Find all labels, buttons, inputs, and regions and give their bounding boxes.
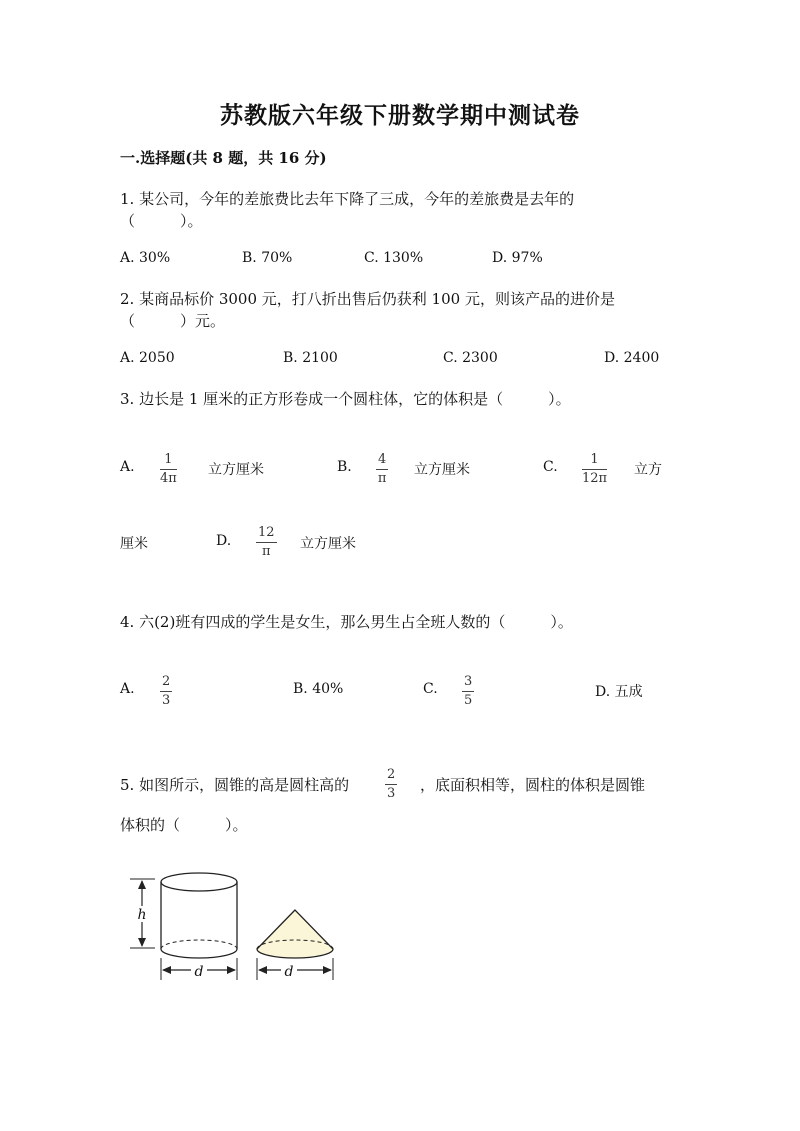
cylinder-cone-figure bbox=[125, 862, 345, 987]
fraction-numerator: 4 bbox=[378, 452, 387, 467]
height-label: h bbox=[137, 907, 147, 923]
cone-diameter-label: d bbox=[284, 964, 294, 980]
q1-option-d[interactable]: D. 97% bbox=[492, 250, 543, 266]
cone-diameter-dimension bbox=[257, 958, 333, 980]
question-5-line-1b: ，底面积相等，圆柱的体积是圆锥 bbox=[420, 776, 646, 794]
question-5-line-1a: 5. 如图所示，圆锥的高是圆柱高的 bbox=[120, 776, 350, 794]
page-title: 苏教版六年级下册数学期中测试卷 bbox=[220, 102, 580, 129]
q3-option-b-fraction bbox=[376, 452, 388, 487]
fraction-bar bbox=[160, 469, 177, 470]
q3-option-a-fraction bbox=[160, 452, 177, 487]
fraction-bar bbox=[160, 691, 172, 692]
fraction-denominator: 12π bbox=[582, 471, 608, 486]
q2-option-b[interactable]: B. 2100 bbox=[283, 350, 338, 366]
question-1-line-1: 1. 某公司，今年的差旅费比去年下降了三成，今年的差旅费是去年的 bbox=[120, 190, 575, 208]
fraction-numerator: 1 bbox=[164, 452, 173, 467]
question-2-line-1: 2. 某商品标价 3000 元，打八折出售后仍获利 100 元，则该产品的进价是 bbox=[120, 290, 615, 308]
fraction-numerator: 1 bbox=[590, 452, 599, 467]
q4-option-c-label[interactable]: C. bbox=[423, 681, 438, 697]
q2-option-a[interactable]: A. 2050 bbox=[120, 350, 175, 366]
q4-option-a-label[interactable]: A. bbox=[120, 681, 135, 697]
fraction-denominator: 3 bbox=[387, 786, 396, 801]
q1-option-b[interactable]: B. 70% bbox=[242, 250, 293, 266]
q4-option-a-fraction bbox=[160, 674, 172, 709]
q3-option-c-label[interactable]: C. bbox=[543, 459, 558, 475]
fraction-bar bbox=[256, 542, 277, 543]
q4-option-c-fraction bbox=[462, 674, 474, 709]
question-3-line-1: 3. 边长是 1 厘米的正方形卷成一个圆柱体，它的体积是（ ）。 bbox=[120, 390, 571, 408]
fraction-bar bbox=[376, 469, 388, 470]
fraction-denominator: π bbox=[377, 471, 387, 486]
q5-fraction bbox=[385, 767, 397, 802]
cone bbox=[257, 910, 333, 958]
q3-option-b-unit: 立方厘米 bbox=[414, 462, 470, 478]
q2-option-c[interactable]: C. 2300 bbox=[443, 350, 498, 366]
fraction-numerator: 3 bbox=[464, 674, 473, 689]
q2-option-d[interactable]: D. 2400 bbox=[604, 350, 660, 366]
cylinder-diameter-label: d bbox=[194, 964, 204, 980]
cylinder-diameter-dimension bbox=[161, 958, 237, 980]
q3-option-d-unit: 立方厘米 bbox=[300, 536, 356, 552]
fraction-bar bbox=[385, 784, 397, 785]
q3-option-d-fraction bbox=[256, 525, 277, 560]
fraction-denominator: 3 bbox=[162, 693, 171, 708]
q4-option-d[interactable]: D. 五成 bbox=[595, 684, 643, 700]
q3-option-c-unit-part1: 立方 bbox=[634, 462, 662, 478]
cylinder bbox=[161, 873, 237, 958]
question-1-line-2: （ ）。 bbox=[120, 212, 203, 230]
question-4-line-1: 4. 六(2)班有四成的学生是女生，那么男生占全班人数的（ ）。 bbox=[120, 613, 573, 631]
q4-option-b[interactable]: B. 40% bbox=[293, 681, 344, 697]
fraction-bar bbox=[582, 469, 607, 470]
fraction-denominator: π bbox=[262, 544, 271, 559]
q3-option-d-label[interactable]: D. bbox=[216, 533, 232, 549]
section-heading: 一.选择题(共 8 题，共 16 分) bbox=[120, 149, 327, 167]
question-2-line-2: （ ）元。 bbox=[120, 312, 226, 330]
fraction-denominator: 4π bbox=[160, 471, 177, 486]
q3-option-c-unit-part2: 厘米 bbox=[120, 536, 148, 552]
q3-option-a-unit: 立方厘米 bbox=[208, 462, 264, 478]
q3-option-a-label[interactable]: A. bbox=[120, 459, 135, 475]
q1-option-a[interactable]: A. 30% bbox=[120, 250, 171, 266]
fraction-numerator: 12 bbox=[258, 525, 275, 540]
fraction-numerator: 2 bbox=[162, 674, 171, 689]
fraction-denominator: 5 bbox=[464, 693, 473, 708]
question-5-line-2: 体积的（ ）。 bbox=[120, 816, 248, 834]
height-dimension bbox=[130, 879, 155, 948]
q3-option-c-fraction bbox=[582, 452, 607, 487]
q3-option-b-label[interactable]: B. bbox=[337, 459, 352, 475]
fraction-bar bbox=[462, 691, 474, 692]
fraction-numerator: 2 bbox=[387, 767, 396, 782]
q1-option-c[interactable]: C. 130% bbox=[364, 250, 424, 266]
